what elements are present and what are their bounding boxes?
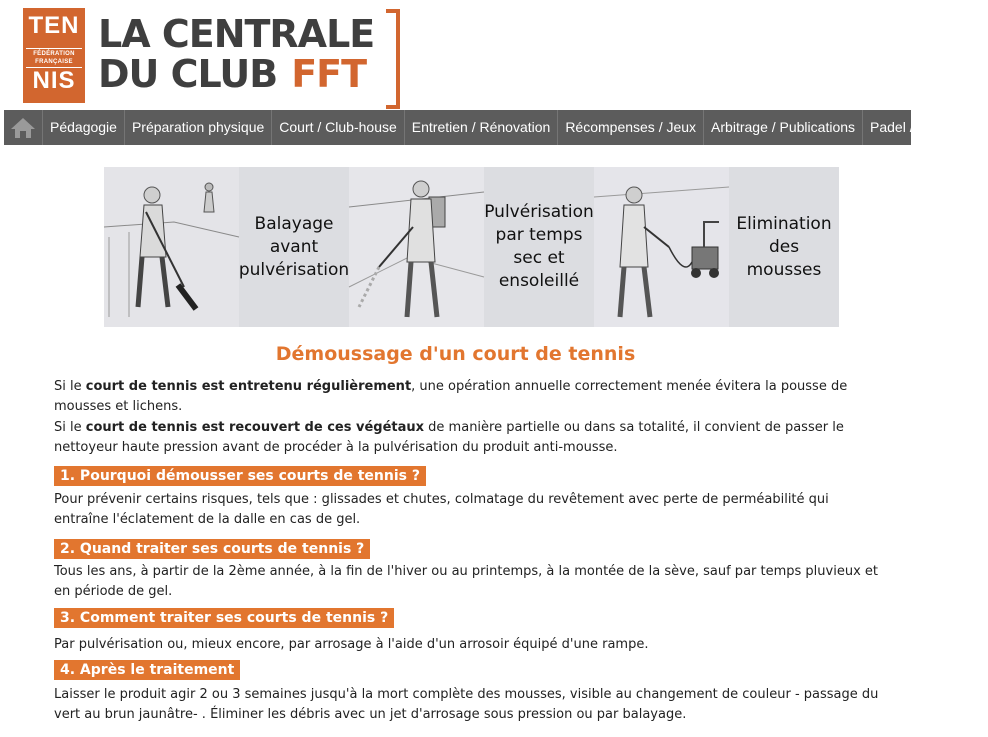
intro-p2-a: Si le [54, 420, 86, 435]
logo-fft: FFT [291, 52, 367, 96]
section-heading-2: 2. Quand traiter ses courts de tennis ? [54, 539, 370, 559]
site-logo-text[interactable] [98, 14, 374, 94]
banner-caption-3: Elimination des mousses [729, 167, 839, 327]
logo-line1: LA CENTRALE [98, 12, 375, 56]
logo-badge-middle: FÉDÉRATION FRANÇAISE [26, 48, 82, 68]
nav-item-entretien-renovation[interactable]: Entretien / Rénovation [404, 110, 558, 145]
intro-p1-a: Si le [54, 379, 86, 394]
intro-p1-c: , une opération annuelle correctement menée évitera la pousse de mousses et lichens. [54, 379, 848, 414]
nav-item-arbitrage-publications[interactable]: Arbitrage / Publications [703, 110, 862, 145]
logo-badge-bottom: NIS [32, 67, 76, 94]
banner-caption-1: Balayage avant pulvérisation [239, 167, 349, 327]
logo-badge-top: TEN [28, 12, 80, 39]
section-text-2: Tous les ans, à partir de la 2ème année, à la fin de l'hiver ou au printemps, à la montée de la sève, sauf par temps pluvieux et en période de gel. [54, 564, 878, 599]
intro-paragraph-2 [54, 418, 882, 458]
section-text-3: Par pulvérisation ou, mieux encore, par arrosage à l'aide d'un arrosoir équipé d'une rampe. [54, 637, 649, 652]
section-heading-1: 1. Pourquoi démousser ses courts de tennis ? [54, 466, 426, 486]
section-heading-3: 3. Comment traiter ses courts de tennis ? [54, 608, 394, 628]
page-title: Démoussage d'un court de tennis [275, 343, 636, 365]
banner-caption-2: Pulvérisation par temps sec et ensoleillé [484, 167, 594, 327]
section-heading-4: 4. Après le traitement [54, 660, 240, 680]
sweeping-illustration [104, 167, 239, 327]
logo-line2: DU CLUB [98, 52, 278, 96]
nav-item-padel-beach[interactable]: Padel / Beach ten [862, 110, 988, 145]
section-text-1: Pour prévenir certains risques, tels que : glissades et chutes, colmatage du revêtement avec perte de perméabilité qui entraîne l'éclatement de la dalle en cas de gel. [54, 492, 829, 527]
fft-logo-badge[interactable] [23, 8, 85, 103]
banner-panel-sweeping [104, 167, 349, 327]
banner-panel-moss-removal [594, 167, 839, 327]
nav-item-recompenses-jeux[interactable]: Récompenses / Jeux [557, 110, 703, 145]
nav-item-court-club-house[interactable]: Court / Club-house [271, 110, 404, 145]
pressure-washer-illustration [594, 167, 729, 327]
nav-item-pedagogie[interactable]: Pédagogie [42, 110, 124, 145]
nav-item-preparation-physique[interactable]: Préparation physique [124, 110, 271, 145]
intro-paragraph-1 [54, 377, 882, 417]
section-text-4: Laisser le produit agir 2 ou 3 semaines jusqu'à la mort complète des mousses, visible au changement de couleur - passage du vert au brun jaunâtre- . Éliminer les débris avec un jet d'arrosage sous pression ou par balayage. [54, 687, 879, 722]
spraying-illustration [349, 167, 484, 327]
home-icon[interactable] [10, 115, 36, 141]
intro-p2-c: de manière partielle ou dans sa totalité, il convient de passer le nettoyeur haute pression avant de procéder à la pulvérisation du produit anti-mousse. [54, 420, 844, 455]
maintenance-banner [104, 167, 844, 327]
intro-p1-bold: court de tennis est entretenu régulièrement [85, 379, 412, 394]
logo-bracket [386, 9, 400, 109]
intro-p2-bold: court de tennis est recouvert de ces végétaux [85, 420, 425, 435]
banner-panel-spraying [349, 167, 594, 327]
main-nav [4, 110, 981, 145]
